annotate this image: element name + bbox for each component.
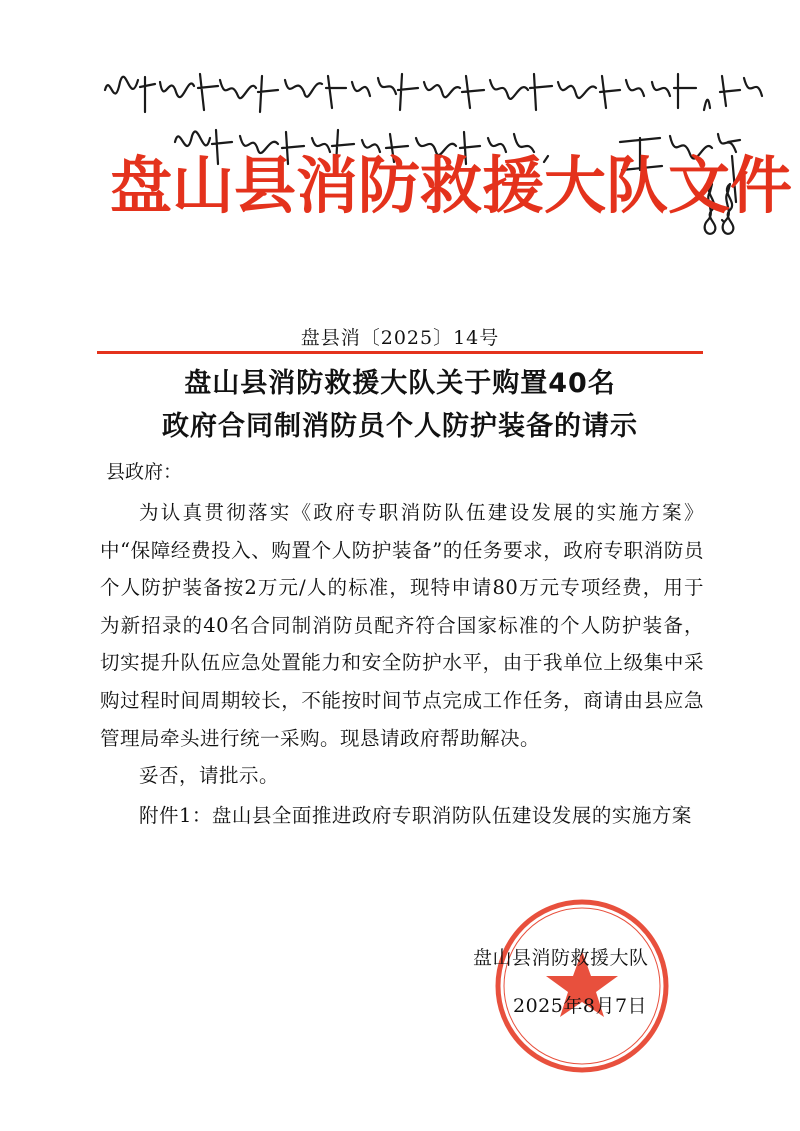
body-paragraph: 为认真贯彻落实《政府专职消防队伍建设发展的实施方案》中“保障经费投入、购置个人防护装备”的任务要求，政府专职消防员个人防护装备按2万元/人的标准，现特申请80万元专项经费，用于为新招录的40名合同制消防员配齐符合国家标准的个人防护装备，切实提升队伍应急处置能力和安全防护水平，由于我单位上级集中采购过程时间周期较长，不能按时间节点完成工作任务，商请由县应急管理局牵头进行统一采购。现恳请政府帮助解决。 bbox=[100, 501, 704, 750]
title-line-2: 政府合同制消防员个人防护装备的请示 bbox=[162, 411, 638, 442]
document-number: 盘县消〔2025〕14号 bbox=[300, 327, 500, 349]
signer-unit: 盘山县消防救援大队 bbox=[473, 947, 649, 969]
document-body bbox=[100, 494, 704, 834]
attachment-line: 附件1：盘山县全面推进政府专职消防队伍建设发展的实施方案 bbox=[139, 803, 692, 827]
red-divider-line bbox=[97, 351, 703, 354]
document-title bbox=[0, 362, 800, 448]
official-seal bbox=[492, 896, 672, 1076]
closing-line: 妥否，请批示。 bbox=[139, 764, 280, 788]
masthead-title: 盘山县消防救援大队文件 bbox=[110, 149, 793, 222]
title-line-1: 盘山县消防救援大队关于购置40名 bbox=[184, 368, 616, 399]
issue-date: 2025年8月7日 bbox=[513, 995, 648, 1017]
salutation: 县政府： bbox=[106, 461, 183, 483]
